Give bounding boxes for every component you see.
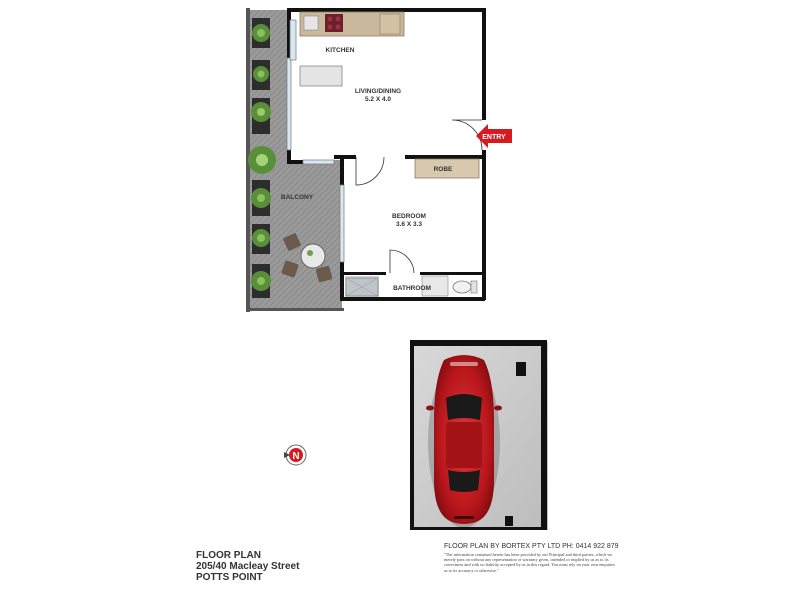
compass-icon: [284, 445, 306, 465]
credit-text: FLOOR PLAN BY BORTEX PTY LTD PH: 0414 922 879: [444, 543, 619, 550]
fridge: [380, 14, 400, 34]
compass-label: N: [292, 451, 300, 462]
title-suburb: POTTS POINT: [196, 572, 263, 583]
bedroom-size: 3.6 X 3.3: [395, 221, 423, 228]
kitchen-island: [300, 66, 342, 86]
car-space: [410, 340, 548, 530]
balcony-edge: [246, 308, 344, 311]
balcony-label: BALCONY: [280, 194, 314, 201]
window-kitchen: [290, 20, 296, 60]
bedroom-label: BEDROOM: [392, 213, 426, 220]
bathroom-label: BATHROOM: [393, 285, 431, 292]
garage-pillar-bottom: [505, 516, 513, 526]
window-bedroom: [340, 185, 344, 262]
garage-left-wall: [410, 340, 414, 530]
disclaimer-text: "The information contained herein has been provided by our Principal and third parties, which we merely pass on without any representation or warranty given, intended or implied by us as to its correctness and with no liability accepted by us in this regard. You must rely on your own enquiries as to its accuracy or otherwise.": [444, 552, 616, 573]
kitchen-label: KITCHEN: [325, 47, 355, 54]
credit-block: [444, 543, 619, 573]
title-block: [196, 550, 299, 583]
garage-bottom-wall: [410, 527, 547, 530]
outdoor-table: [301, 244, 325, 268]
living-label: LIVING/DINING: [354, 88, 402, 95]
cooktop: [325, 14, 343, 32]
balcony-terrace: [272, 160, 342, 310]
toilet: [453, 281, 471, 293]
sink: [304, 16, 318, 30]
entry-label: ENTRY: [482, 134, 506, 141]
robe-label: ROBE: [433, 166, 453, 173]
title-line-1: FLOOR PLAN: [196, 550, 261, 561]
title-address: 205/40 Macleay Street: [196, 561, 300, 572]
window-living-bottom: [303, 160, 334, 164]
car-icon: [426, 355, 502, 528]
garage-top-wall: [410, 340, 542, 346]
garage-right-wall: [541, 340, 547, 530]
garage-pillar-top: [516, 362, 526, 376]
living-size: 5.2 X 4.0: [364, 96, 392, 103]
window-living: [287, 58, 291, 150]
